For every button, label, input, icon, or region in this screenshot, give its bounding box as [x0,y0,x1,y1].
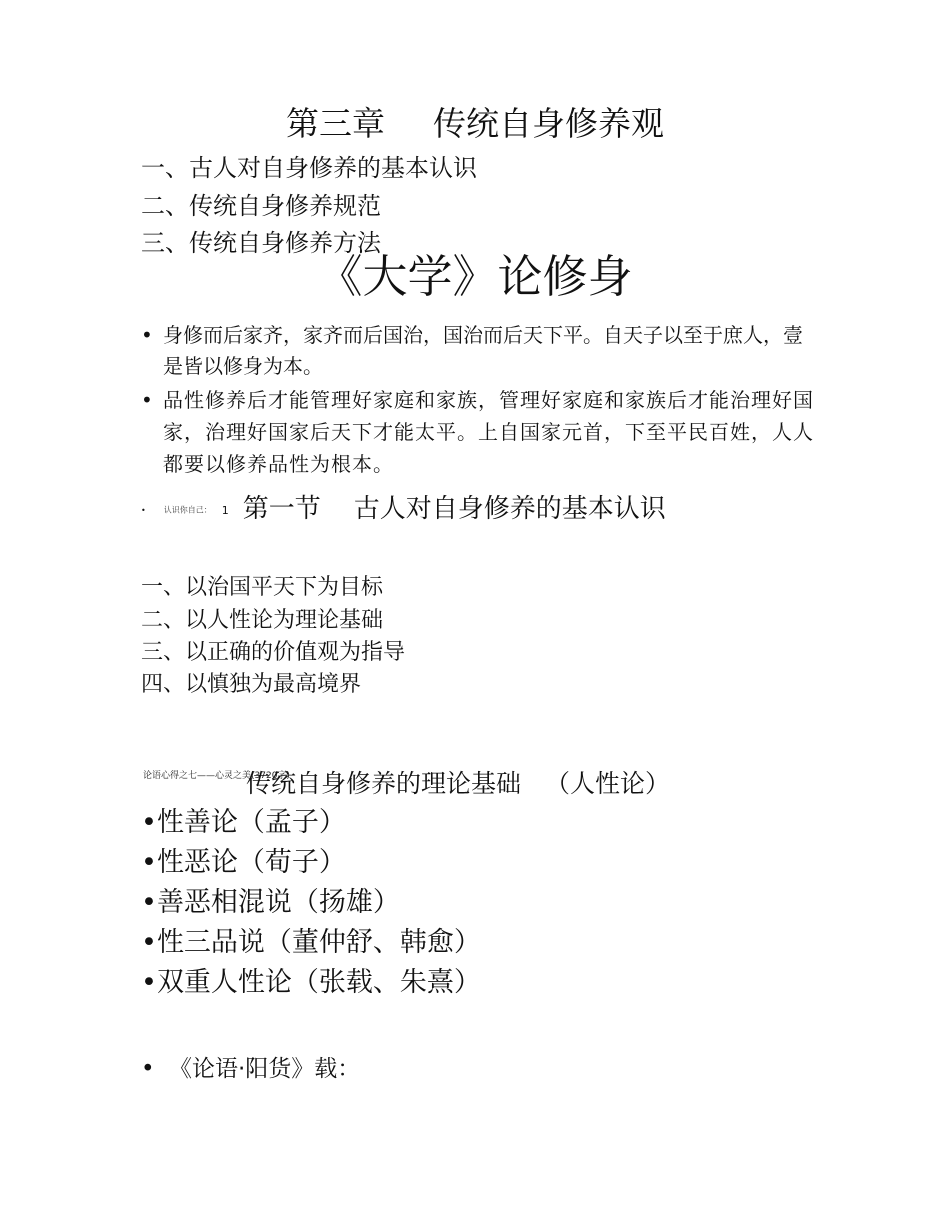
theory-item-2 [141,840,346,879]
basis-item-3: 三、以正确的价值观为指导 [141,640,406,665]
theory-item-text: 双重人性论（张载、朱熹） [156,967,481,998]
outline-item-2: 二、传统自身修养规范 [141,192,381,220]
theory-item-text: 善恶相混说（扬雄） [156,887,400,918]
chapter-title [0,98,950,145]
theory-item-5 [141,960,481,999]
section-title: 古人对自身修养的基本认识 [353,494,666,524]
bullet: • [141,323,153,347]
theory-title [246,764,670,800]
daxue-translation [141,384,821,480]
bullet: • [141,1056,155,1082]
basis-item-2: 二、以人性论为理论基础 [141,608,384,633]
lunyu-line [141,1050,360,1083]
chapter-label: 第三章 [286,104,385,143]
theory-subtitle: （人性论） [545,769,671,798]
basis-item-1: 一、以治国平天下为目标 [141,575,384,600]
outline-item-1: 一、古人对自身修养的基本认识 [141,154,477,182]
bullet: • [141,927,157,958]
daxue-title: 《大学》论修身 [317,250,633,303]
section-label: 第一节 [242,494,321,524]
lunyu-text: 《论语·阳货》载： [169,1056,361,1082]
chapter-name: 传统自身修养观 [433,104,664,143]
basis-item-4: 四、以慎独为最高境界 [141,672,362,697]
theory-title-text: 传统自身修养的理论基础 [246,769,522,798]
bullet: • [141,388,154,412]
section-note-colon: ： [203,505,212,515]
section-note: 认识你自己 [163,505,204,515]
daxue-quote [141,320,821,382]
outline-item-3: 三、传统自身修养方法 [141,229,381,257]
section-heading [141,488,666,525]
bullet: • [141,505,146,515]
theory-item-3 [141,880,400,919]
theory-item-4 [141,920,481,959]
bullet: • [141,847,157,878]
section-mark: 1 [221,503,229,517]
bullet: • [141,967,157,998]
bullet: • [141,807,157,838]
bullet: • [141,887,157,918]
theory-note: 论语心得之七——心灵之美(3720字) [143,771,290,781]
daxue-translation-text: 品性修养后才能管理好家庭和家族，管理好家庭和家族后才能治理好国家，治理好国家后天下才能太平。上自国家元首，下至平民百姓，人人都要以修养品性为根本。 [163,388,814,476]
daxue-quote-text: 身修而后家齐，家齐而后国治，国治而后天下平。自天子以至于庶人，壹是皆以修身为本。 [163,323,803,378]
theory-item-1 [141,800,346,839]
theory-item-text: 性三品说（董仲舒、韩愈） [156,927,481,958]
theory-item-text: 性恶论（荀子） [156,847,346,878]
theory-item-text: 性善论（孟子） [156,807,346,838]
